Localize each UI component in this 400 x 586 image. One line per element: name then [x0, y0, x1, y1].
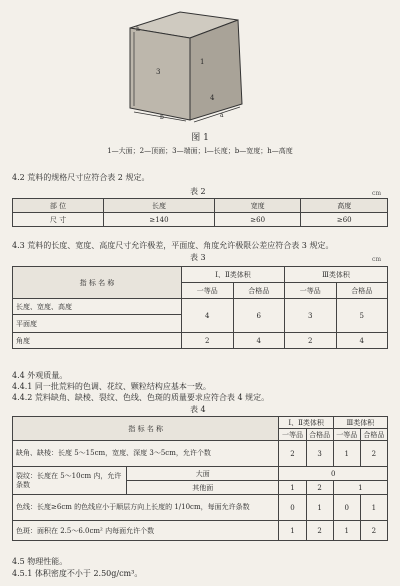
t3-row3-v3: 4: [336, 333, 388, 349]
t4-row3-v0: 0: [279, 495, 306, 521]
t4-row2-sub2-v1: 2: [306, 481, 333, 495]
t3-row1-v2: 3: [285, 299, 337, 333]
t4-row2-sub2: 其他面: [127, 481, 279, 495]
t4-g2-qual: 合格品: [360, 429, 387, 441]
label-h: h: [136, 26, 140, 33]
t4-row4-v1: 2: [306, 521, 333, 541]
label-3: 3: [156, 68, 161, 76]
table3-unit: cm: [372, 256, 382, 263]
t4-row2-sub1: 大面: [127, 467, 279, 481]
t4-group2: Ⅲ类体积: [333, 417, 387, 429]
t4-row1-v1: 3: [306, 441, 333, 467]
t4-row2-sub2-v0: 1: [279, 481, 306, 495]
section-4-4-2: 4.4.2 荒料缺角、缺棱、裂纹、色线、色斑的质量要求应符合表 4 规定。: [12, 393, 270, 402]
t3-group2: Ⅲ类体积: [285, 267, 388, 283]
t4-row4-v0: 1: [279, 521, 306, 541]
t4-row2-sub1-value: 0: [279, 467, 388, 481]
t4-row1-v2: 1: [333, 441, 360, 467]
t3-g1-first: 一等品: [182, 283, 234, 299]
t4-row4-label: 色斑：面积在 2.5～6.0cm² 内每面允许个数: [13, 521, 279, 541]
t4-row2-sub2-v2: 1: [333, 481, 387, 495]
t3-row3-v2: 2: [285, 333, 337, 349]
table4-caption: 表 4: [190, 405, 206, 414]
t4-row4-v3: 2: [360, 521, 387, 541]
t2-r1: ≥140: [104, 213, 215, 227]
t2-r3: ≥60: [301, 213, 388, 227]
t4-row3-v1: 1: [306, 495, 333, 521]
t3-index-header: 指 标 名 称: [13, 267, 182, 299]
section-4-4-1: 4.4.1 同一批荒料的色调、花纹、颗粒结构应基本一致。: [12, 382, 211, 391]
table-2: [12, 198, 388, 227]
t4-row1-v3: 2: [360, 441, 387, 467]
section-4-3: 4.3 荒料的长度、宽度、高度尺寸允许极差，平面度、角度允许极限公差应符合表 3 规定。: [12, 241, 334, 250]
section-4-2: 4.2 荒料的规格尺寸应符合表 2 规定。: [12, 173, 150, 182]
t3-g2-qual: 合格品: [336, 283, 388, 299]
t2-h3: 高度: [301, 199, 388, 213]
table2-unit: cm: [372, 190, 382, 197]
t3-g2-first: 一等品: [285, 283, 337, 299]
t3-row2-label: 平面度: [13, 315, 182, 333]
t3-row1-v3: 5: [336, 299, 388, 333]
section-4-4: 4.4 外观质量。: [12, 371, 68, 380]
t3-row1-label: 长度、宽度、高度: [13, 299, 182, 315]
stone-block-figure: [120, 8, 270, 126]
t3-row3-v1: 4: [233, 333, 285, 349]
table-3: [12, 266, 388, 349]
t4-index-header: 指 标 名 称: [13, 417, 279, 441]
section-4-5-1: 4.5.1 体积密度不小于 2.50g/cm³。: [12, 569, 143, 578]
t3-row1-v0: 4: [182, 299, 234, 333]
t4-row3-v2: 0: [333, 495, 360, 521]
t2-r0: 尺 寸: [13, 213, 104, 227]
label-4: 4: [210, 94, 215, 102]
t3-row3-label: 角度: [13, 333, 182, 349]
label-b: b: [160, 114, 164, 121]
t3-row3-v0: 2: [182, 333, 234, 349]
t4-row1-label: 缺角、缺棱：长度 5～15cm，宽度、深度 3～5cm，允许个数: [13, 441, 279, 467]
t2-h2: 宽度: [214, 199, 301, 213]
t4-g1-first: 一等品: [279, 429, 306, 441]
label-1: 1: [200, 58, 205, 66]
t4-row3-label: 色线：长度≥6cm 的色线应小于顺层方向上长度的 1/10cm，每面允许条数: [13, 495, 279, 521]
t4-row3-v3: 1: [360, 495, 387, 521]
label-a: a: [220, 112, 224, 119]
figure-title: 图 1: [191, 133, 209, 143]
t4-g2-first: 一等品: [333, 429, 360, 441]
table3-caption: 表 3: [190, 253, 206, 262]
table2-caption: 表 2: [190, 187, 206, 196]
t4-row2-label: 裂纹：长度在 5～10cm 内，允许条数: [13, 467, 127, 495]
t3-group1: Ⅰ、Ⅱ类体积: [182, 267, 285, 283]
figure-legend: 1—大面；2—顶面；3—端面；l—长度；b—宽度；h—高度: [107, 147, 293, 155]
t2-h1: 长度: [104, 199, 215, 213]
t4-row4-v2: 1: [333, 521, 360, 541]
t4-group1: Ⅰ、Ⅱ类体积: [279, 417, 333, 429]
t2-r2: ≥60: [214, 213, 301, 227]
t4-g1-qual: 合格品: [306, 429, 333, 441]
section-4-5: 4.5 物理性能。: [12, 557, 68, 566]
t4-row1-v0: 2: [279, 441, 306, 467]
table-4: [12, 416, 388, 541]
t3-row1-v1: 6: [233, 299, 285, 333]
t3-g1-qual: 合格品: [233, 283, 285, 299]
t2-h0: 部 位: [13, 199, 104, 213]
